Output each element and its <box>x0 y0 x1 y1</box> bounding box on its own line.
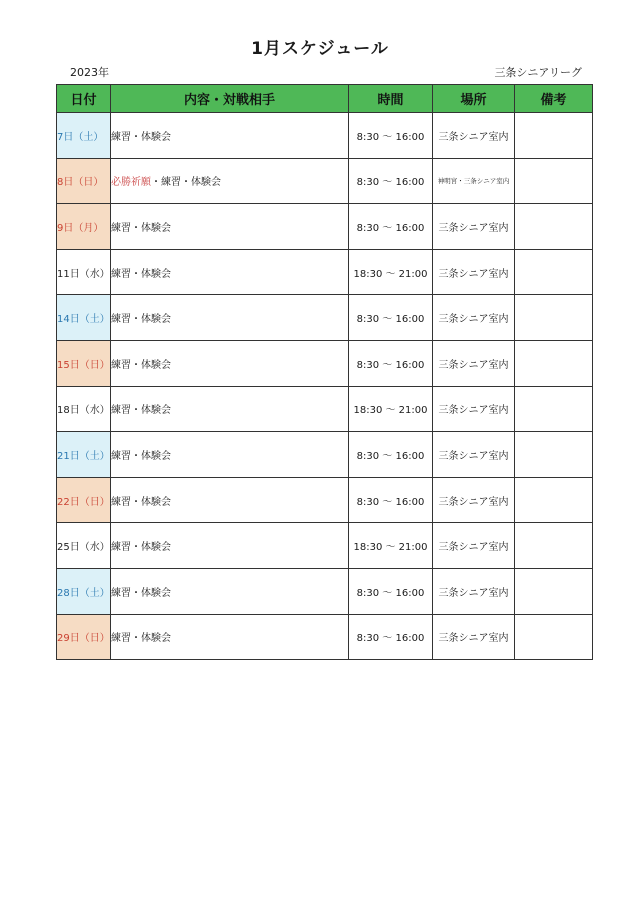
content-text: 練習・体験会 <box>111 633 171 645</box>
time-cell: 8:30 ～ 16:00 <box>349 113 433 159</box>
content-text: 練習・体験会 <box>111 314 171 326</box>
content-cell <box>111 386 349 432</box>
date-cell: 7日（土） <box>57 113 111 159</box>
note-cell <box>515 295 593 341</box>
table-row <box>57 158 593 204</box>
content-text: 練習・体験会 <box>111 405 171 417</box>
place-cell: 三条シニア室内 <box>433 386 515 432</box>
time-cell: 18:30 ～ 21:00 <box>349 523 433 569</box>
note-cell <box>515 523 593 569</box>
date-cell: 18日（水） <box>57 386 111 432</box>
date-cell: 15日（日） <box>57 340 111 386</box>
content-cell <box>111 204 349 250</box>
column-header-note: 備考 <box>515 85 593 113</box>
table-row <box>57 295 593 341</box>
place-cell: 三条シニア室内 <box>433 340 515 386</box>
table-row <box>57 523 593 569</box>
place-cell: 三条シニア室内 <box>433 432 515 478</box>
time-cell: 18:30 ～ 21:00 <box>349 249 433 295</box>
content-text: 練習・体験会 <box>111 268 171 280</box>
content-cell <box>111 477 349 523</box>
date-cell: 25日（水） <box>57 523 111 569</box>
table-row <box>57 386 593 432</box>
note-cell <box>515 568 593 614</box>
content-cell <box>111 568 349 614</box>
time-cell: 8:30 ～ 16:00 <box>349 614 433 660</box>
place-cell: 神明宮・三条シニア室内 <box>433 158 515 204</box>
note-cell <box>515 113 593 159</box>
note-cell <box>515 477 593 523</box>
time-cell: 8:30 ～ 16:00 <box>349 432 433 478</box>
place-cell: 三条シニア室内 <box>433 523 515 569</box>
table-row <box>57 204 593 250</box>
column-header-time: 時間 <box>349 85 433 113</box>
time-cell: 18:30 ～ 21:00 <box>349 386 433 432</box>
content-cell <box>111 432 349 478</box>
place-cell: 三条シニア室内 <box>433 113 515 159</box>
note-cell <box>515 158 593 204</box>
time-cell: 8:30 ～ 16:00 <box>349 477 433 523</box>
place-cell: 三条シニア室内 <box>433 295 515 341</box>
schedule-table <box>56 84 593 660</box>
place-cell: 三条シニア室内 <box>433 204 515 250</box>
content-cell <box>111 295 349 341</box>
column-header-place: 場所 <box>433 85 515 113</box>
content-text: 練習・体験会 <box>111 450 171 462</box>
table-row <box>57 340 593 386</box>
table-row <box>57 432 593 478</box>
place-cell: 三条シニア室内 <box>433 568 515 614</box>
content-cell <box>111 249 349 295</box>
date-cell: 21日（土） <box>57 432 111 478</box>
content-cell <box>111 340 349 386</box>
note-cell <box>515 432 593 478</box>
content-text: 練習・体験会 <box>111 542 171 554</box>
note-cell <box>515 386 593 432</box>
organization-label: 三条シニアリーグ <box>494 66 582 79</box>
note-cell <box>515 340 593 386</box>
time-cell: 8:30 ～ 16:00 <box>349 340 433 386</box>
table-row <box>57 568 593 614</box>
year-label: 2023年 <box>70 66 109 79</box>
time-cell: 8:30 ～ 16:00 <box>349 204 433 250</box>
time-cell: 8:30 ～ 16:00 <box>349 568 433 614</box>
table-row <box>57 614 593 660</box>
table-row <box>57 477 593 523</box>
content-text: 練習・体験会 <box>111 587 171 599</box>
place-cell: 三条シニア室内 <box>433 249 515 295</box>
note-cell <box>515 249 593 295</box>
column-header-content: 内容・対戦相手 <box>111 85 349 113</box>
place-cell: 三条シニア室内 <box>433 614 515 660</box>
date-cell: 9日（月） <box>57 204 111 250</box>
note-cell <box>515 204 593 250</box>
content-text: 練習・体験会 <box>111 359 171 371</box>
date-cell: 28日（土） <box>57 568 111 614</box>
content-text: 練習・体験会 <box>111 222 171 234</box>
table-row <box>57 113 593 159</box>
page-title: 1月スケジュール <box>251 39 389 59</box>
content-cell <box>111 614 349 660</box>
content-text: ・練習・体験会 <box>151 177 221 189</box>
column-header-date: 日付 <box>57 85 111 113</box>
date-cell: 22日（日） <box>57 477 111 523</box>
content-cell <box>111 113 349 159</box>
content-cell <box>111 158 349 204</box>
date-cell: 29日（日） <box>57 614 111 660</box>
content-text: 練習・体験会 <box>111 131 171 143</box>
note-cell <box>515 614 593 660</box>
date-cell: 14日（土） <box>57 295 111 341</box>
place-cell: 三条シニア室内 <box>433 477 515 523</box>
time-cell: 8:30 ～ 16:00 <box>349 158 433 204</box>
content-cell <box>111 523 349 569</box>
date-cell: 11日（水） <box>57 249 111 295</box>
date-cell: 8日（日） <box>57 158 111 204</box>
table-row <box>57 249 593 295</box>
header-row <box>57 85 593 113</box>
highlight-text: 必勝祈願 <box>111 177 151 189</box>
schedule-body <box>57 113 593 660</box>
time-cell: 8:30 ～ 16:00 <box>349 295 433 341</box>
content-text: 練習・体験会 <box>111 496 171 508</box>
